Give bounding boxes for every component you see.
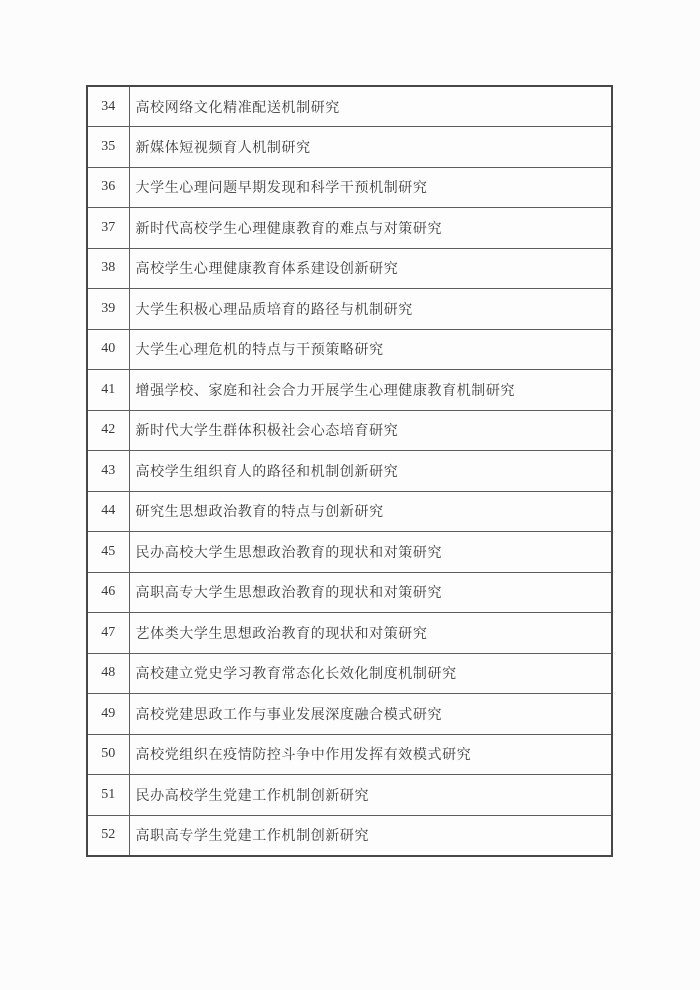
topic-text: 大学生心理问题早期发现和科学干预机制研究 [129, 167, 612, 208]
topic-text: 高职高专大学生思想政治教育的现状和对策研究 [129, 572, 612, 613]
topic-text: 高校学生心理健康教育体系建设创新研究 [129, 248, 612, 289]
table-row [87, 653, 612, 694]
row-number: 51 [87, 775, 129, 816]
topic-text: 新时代高校学生心理健康教育的难点与对策研究 [129, 208, 612, 249]
row-number: 49 [87, 694, 129, 735]
topic-text: 新时代大学生群体积极社会心态培育研究 [129, 410, 612, 451]
row-number: 42 [87, 410, 129, 451]
table-row [87, 410, 612, 451]
topic-text: 高校网络文化精准配送机制研究 [129, 86, 612, 127]
topic-text: 大学生积极心理品质培育的路径与机制研究 [129, 289, 612, 330]
row-number: 37 [87, 208, 129, 249]
table-row [87, 248, 612, 289]
topic-text: 民办高校大学生思想政治教育的现状和对策研究 [129, 532, 612, 573]
topic-text: 大学生心理危机的特点与干预策略研究 [129, 329, 612, 370]
topic-text: 高职高专学生党建工作机制创新研究 [129, 815, 612, 856]
topic-text: 新媒体短视频育人机制研究 [129, 127, 612, 168]
table-row [87, 815, 612, 856]
row-number: 41 [87, 370, 129, 411]
table-row [87, 370, 612, 411]
table-row [87, 208, 612, 249]
topic-text: 高校建立党史学习教育常态化长效化制度机制研究 [129, 653, 612, 694]
table-row [87, 329, 612, 370]
row-number: 44 [87, 491, 129, 532]
topic-text: 研究生思想政治教育的特点与创新研究 [129, 491, 612, 532]
topic-text: 增强学校、家庭和社会合力开展学生心理健康教育机制研究 [129, 370, 612, 411]
table-row [87, 127, 612, 168]
row-number: 52 [87, 815, 129, 856]
row-number: 46 [87, 572, 129, 613]
topic-text: 高校学生组织育人的路径和机制创新研究 [129, 451, 612, 492]
table-row [87, 289, 612, 330]
topic-text: 高校党组织在疫情防控斗争中作用发挥有效模式研究 [129, 734, 612, 775]
row-number: 34 [87, 86, 129, 127]
table-row [87, 734, 612, 775]
row-number: 36 [87, 167, 129, 208]
topic-text: 高校党建思政工作与事业发展深度融合模式研究 [129, 694, 612, 735]
row-number: 39 [87, 289, 129, 330]
table-row [87, 451, 612, 492]
topic-text: 民办高校学生党建工作机制创新研究 [129, 775, 612, 816]
table-row [87, 613, 612, 654]
topic-text: 艺体类大学生思想政治教育的现状和对策研究 [129, 613, 612, 654]
row-number: 35 [87, 127, 129, 168]
table-row [87, 86, 612, 127]
row-number: 50 [87, 734, 129, 775]
table-row [87, 694, 612, 735]
row-number: 43 [87, 451, 129, 492]
row-number: 45 [87, 532, 129, 573]
table-row [87, 167, 612, 208]
row-number: 47 [87, 613, 129, 654]
table-row [87, 532, 612, 573]
row-number: 40 [87, 329, 129, 370]
table-row [87, 572, 612, 613]
row-number: 38 [87, 248, 129, 289]
row-number: 48 [87, 653, 129, 694]
research-topic-table [86, 85, 613, 857]
table-row [87, 775, 612, 816]
table-row [87, 491, 612, 532]
